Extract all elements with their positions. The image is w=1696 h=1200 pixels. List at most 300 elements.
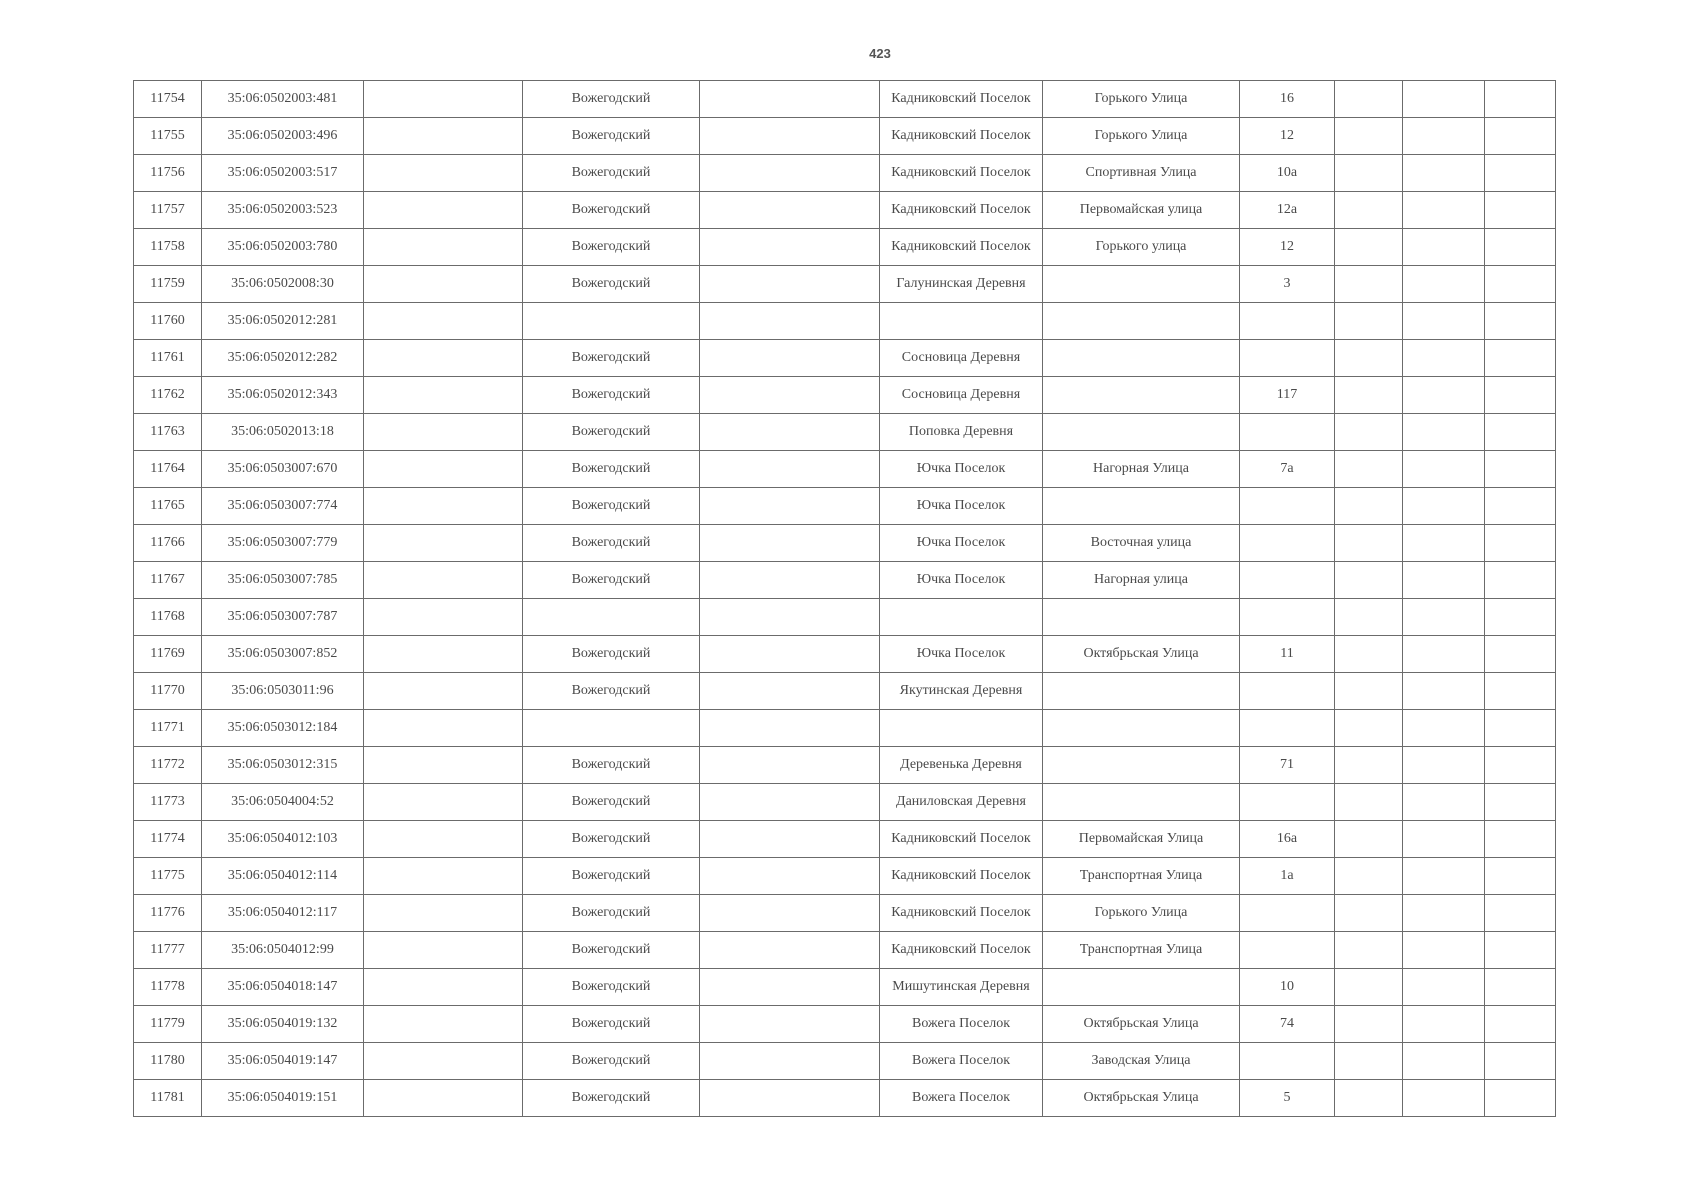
empty-cell — [1403, 1006, 1485, 1043]
district-cell: Вожегодский — [523, 747, 700, 784]
empty-cell — [1485, 1043, 1556, 1080]
street-cell: Горького Улица — [1043, 81, 1240, 118]
locality-cell: Вожега Поселок — [880, 1080, 1043, 1117]
row-number-cell: 11766 — [134, 525, 202, 562]
cadastral-number-cell: 35:06:0504012:99 — [202, 932, 364, 969]
empty-cell — [1403, 451, 1485, 488]
house-number-cell: 16 — [1240, 81, 1335, 118]
street-cell: Заводская Улица — [1043, 1043, 1240, 1080]
row-number-cell: 11755 — [134, 118, 202, 155]
street-cell — [1043, 266, 1240, 303]
empty-cell — [1403, 636, 1485, 673]
empty-cell — [1403, 1043, 1485, 1080]
empty-cell — [1335, 229, 1403, 266]
house-number-cell — [1240, 784, 1335, 821]
empty-cell — [1485, 118, 1556, 155]
cadastral-number-cell: 35:06:0504018:147 — [202, 969, 364, 1006]
empty-cell — [364, 858, 523, 895]
row-number-cell: 11769 — [134, 636, 202, 673]
table-row — [134, 747, 1556, 784]
street-cell — [1043, 747, 1240, 784]
district-cell: Вожегодский — [523, 414, 700, 451]
empty-cell — [364, 599, 523, 636]
house-number-cell: 71 — [1240, 747, 1335, 784]
locality-cell: Поповка Деревня — [880, 414, 1043, 451]
locality-cell: Кадниковский Поселок — [880, 229, 1043, 266]
locality-cell: Ючка Поселок — [880, 451, 1043, 488]
table-row — [134, 303, 1556, 340]
cadastral-number-cell: 35:06:0503007:774 — [202, 488, 364, 525]
empty-cell — [1335, 932, 1403, 969]
district-cell: Вожегодский — [523, 784, 700, 821]
empty-cell — [1403, 710, 1485, 747]
street-cell — [1043, 969, 1240, 1006]
district-cell: Вожегодский — [523, 821, 700, 858]
cadastral-number-cell: 35:06:0502003:517 — [202, 155, 364, 192]
district-cell: Вожегодский — [523, 488, 700, 525]
table-row — [134, 969, 1556, 1006]
locality-cell: Кадниковский Поселок — [880, 932, 1043, 969]
table-row — [134, 784, 1556, 821]
empty-cell — [364, 1006, 523, 1043]
street-cell — [1043, 377, 1240, 414]
table-row — [134, 155, 1556, 192]
empty-cell — [1403, 340, 1485, 377]
house-number-cell — [1240, 303, 1335, 340]
house-number-cell: 5 — [1240, 1080, 1335, 1117]
row-number-cell: 11776 — [134, 895, 202, 932]
empty-cell — [1335, 451, 1403, 488]
empty-cell — [1403, 192, 1485, 229]
row-number-cell: 11759 — [134, 266, 202, 303]
row-number-cell: 11763 — [134, 414, 202, 451]
empty-cell — [1403, 81, 1485, 118]
district-cell: Вожегодский — [523, 673, 700, 710]
street-cell: Горького улица — [1043, 229, 1240, 266]
empty-cell — [364, 525, 523, 562]
page-number: 423 — [869, 46, 891, 61]
house-number-cell — [1240, 488, 1335, 525]
empty-cell — [1485, 932, 1556, 969]
district-cell: Вожегодский — [523, 562, 700, 599]
cadastral-number-cell: 35:06:0503007:670 — [202, 451, 364, 488]
cadastral-number-cell: 35:06:0502003:780 — [202, 229, 364, 266]
row-number-cell: 11780 — [134, 1043, 202, 1080]
locality-cell: Ючка Поселок — [880, 488, 1043, 525]
table-row — [134, 192, 1556, 229]
street-cell: Нагорная улица — [1043, 562, 1240, 599]
locality-cell: Галунинская Деревня — [880, 266, 1043, 303]
row-number-cell: 11778 — [134, 969, 202, 1006]
cadastral-number-cell: 35:06:0504019:132 — [202, 1006, 364, 1043]
empty-cell — [1485, 710, 1556, 747]
locality-cell: Ючка Поселок — [880, 525, 1043, 562]
empty-cell — [1335, 488, 1403, 525]
empty-cell — [364, 266, 523, 303]
table-row — [134, 451, 1556, 488]
cadastral-number-cell: 35:06:0504012:103 — [202, 821, 364, 858]
empty-cell — [700, 340, 880, 377]
empty-cell — [1335, 266, 1403, 303]
empty-cell — [1485, 895, 1556, 932]
empty-cell — [1335, 192, 1403, 229]
table-row — [134, 118, 1556, 155]
table-row — [134, 488, 1556, 525]
row-number-cell: 11779 — [134, 1006, 202, 1043]
empty-cell — [700, 895, 880, 932]
empty-cell — [1485, 451, 1556, 488]
district-cell: Вожегодский — [523, 969, 700, 1006]
empty-cell — [1403, 266, 1485, 303]
empty-cell — [1403, 488, 1485, 525]
row-number-cell: 11777 — [134, 932, 202, 969]
street-cell: Горького Улица — [1043, 118, 1240, 155]
district-cell: Вожегодский — [523, 858, 700, 895]
district-cell: Вожегодский — [523, 155, 700, 192]
locality-cell: Вожега Поселок — [880, 1043, 1043, 1080]
street-cell: Горького Улица — [1043, 895, 1240, 932]
empty-cell — [1335, 1043, 1403, 1080]
empty-cell — [1335, 118, 1403, 155]
empty-cell — [1403, 525, 1485, 562]
house-number-cell: 10а — [1240, 155, 1335, 192]
empty-cell — [1403, 303, 1485, 340]
empty-cell — [700, 192, 880, 229]
empty-cell — [700, 1043, 880, 1080]
locality-cell: Кадниковский Поселок — [880, 821, 1043, 858]
empty-cell — [700, 81, 880, 118]
cadastral-number-cell: 35:06:0502012:343 — [202, 377, 364, 414]
empty-cell — [1485, 266, 1556, 303]
empty-cell — [1335, 81, 1403, 118]
locality-cell: Мишутинская Деревня — [880, 969, 1043, 1006]
empty-cell — [1485, 303, 1556, 340]
house-number-cell — [1240, 895, 1335, 932]
table-row — [134, 673, 1556, 710]
street-cell: Октябрьская Улица — [1043, 1080, 1240, 1117]
empty-cell — [1403, 858, 1485, 895]
table-row — [134, 821, 1556, 858]
table-row — [134, 932, 1556, 969]
table-row — [134, 562, 1556, 599]
empty-cell — [1335, 414, 1403, 451]
locality-cell: Кадниковский Поселок — [880, 192, 1043, 229]
empty-cell — [1485, 1080, 1556, 1117]
empty-cell — [700, 229, 880, 266]
house-number-cell: 7а — [1240, 451, 1335, 488]
empty-cell — [1485, 377, 1556, 414]
table-row — [134, 414, 1556, 451]
empty-cell — [1403, 821, 1485, 858]
cadastral-number-cell: 35:06:0503007:787 — [202, 599, 364, 636]
empty-cell — [1403, 155, 1485, 192]
cadastral-number-cell: 35:06:0504012:114 — [202, 858, 364, 895]
house-number-cell — [1240, 599, 1335, 636]
empty-cell — [700, 710, 880, 747]
house-number-cell: 10 — [1240, 969, 1335, 1006]
empty-cell — [364, 451, 523, 488]
row-number-cell: 11754 — [134, 81, 202, 118]
cadastral-number-cell: 35:06:0504004:52 — [202, 784, 364, 821]
empty-cell — [364, 747, 523, 784]
empty-cell — [1485, 562, 1556, 599]
empty-cell — [1485, 599, 1556, 636]
empty-cell — [364, 303, 523, 340]
empty-cell — [1485, 784, 1556, 821]
district-cell — [523, 710, 700, 747]
locality-cell: Ючка Поселок — [880, 636, 1043, 673]
house-number-cell — [1240, 562, 1335, 599]
empty-cell — [1335, 895, 1403, 932]
empty-cell — [1485, 81, 1556, 118]
row-number-cell: 11772 — [134, 747, 202, 784]
house-number-cell — [1240, 1043, 1335, 1080]
table-row — [134, 81, 1556, 118]
empty-cell — [364, 81, 523, 118]
house-number-cell: 12а — [1240, 192, 1335, 229]
empty-cell — [1335, 673, 1403, 710]
locality-cell: Кадниковский Поселок — [880, 858, 1043, 895]
register-table — [133, 80, 1556, 1117]
empty-cell — [1335, 710, 1403, 747]
table-row — [134, 636, 1556, 673]
locality-cell — [880, 303, 1043, 340]
house-number-cell — [1240, 932, 1335, 969]
empty-cell — [1485, 414, 1556, 451]
empty-cell — [1335, 784, 1403, 821]
house-number-cell: 3 — [1240, 266, 1335, 303]
empty-cell — [1335, 858, 1403, 895]
empty-cell — [700, 451, 880, 488]
locality-cell: Сосновица Деревня — [880, 340, 1043, 377]
empty-cell — [700, 821, 880, 858]
empty-cell — [1485, 747, 1556, 784]
empty-cell — [364, 229, 523, 266]
cadastral-number-cell: 35:06:0503007:852 — [202, 636, 364, 673]
empty-cell — [364, 673, 523, 710]
district-cell: Вожегодский — [523, 1080, 700, 1117]
street-cell: Октябрьская Улица — [1043, 636, 1240, 673]
empty-cell — [1335, 747, 1403, 784]
house-number-cell: 11 — [1240, 636, 1335, 673]
table-row — [134, 1006, 1556, 1043]
empty-cell — [1335, 969, 1403, 1006]
empty-cell — [700, 414, 880, 451]
district-cell — [523, 303, 700, 340]
empty-cell — [364, 1080, 523, 1117]
empty-cell — [700, 784, 880, 821]
empty-cell — [700, 266, 880, 303]
cadastral-number-cell: 35:06:0504019:147 — [202, 1043, 364, 1080]
locality-cell: Ючка Поселок — [880, 562, 1043, 599]
empty-cell — [1403, 377, 1485, 414]
empty-cell — [1403, 414, 1485, 451]
empty-cell — [1335, 340, 1403, 377]
empty-cell — [1403, 118, 1485, 155]
table-row — [134, 858, 1556, 895]
table-row — [134, 1043, 1556, 1080]
district-cell: Вожегодский — [523, 451, 700, 488]
house-number-cell — [1240, 525, 1335, 562]
empty-cell — [1485, 488, 1556, 525]
empty-cell — [1403, 932, 1485, 969]
cadastral-number-cell: 35:06:0502012:281 — [202, 303, 364, 340]
empty-cell — [1403, 895, 1485, 932]
empty-cell — [700, 969, 880, 1006]
empty-cell — [700, 488, 880, 525]
table-row — [134, 340, 1556, 377]
empty-cell — [1335, 636, 1403, 673]
empty-cell — [1485, 340, 1556, 377]
locality-cell: Кадниковский Поселок — [880, 81, 1043, 118]
locality-cell: Кадниковский Поселок — [880, 118, 1043, 155]
row-number-cell: 11762 — [134, 377, 202, 414]
cadastral-number-cell: 35:06:0502012:282 — [202, 340, 364, 377]
empty-cell — [1485, 858, 1556, 895]
street-cell — [1043, 340, 1240, 377]
empty-cell — [1335, 1080, 1403, 1117]
district-cell: Вожегодский — [523, 81, 700, 118]
table-row — [134, 599, 1556, 636]
empty-cell — [364, 118, 523, 155]
row-number-cell: 11764 — [134, 451, 202, 488]
empty-cell — [1485, 673, 1556, 710]
empty-cell — [1335, 377, 1403, 414]
empty-cell — [1403, 562, 1485, 599]
row-number-cell: 11767 — [134, 562, 202, 599]
empty-cell — [1403, 229, 1485, 266]
locality-cell: Кадниковский Поселок — [880, 155, 1043, 192]
row-number-cell: 11761 — [134, 340, 202, 377]
empty-cell — [364, 414, 523, 451]
cadastral-number-cell: 35:06:0503011:96 — [202, 673, 364, 710]
table-row — [134, 1080, 1556, 1117]
empty-cell — [700, 118, 880, 155]
street-cell — [1043, 414, 1240, 451]
district-cell: Вожегодский — [523, 229, 700, 266]
empty-cell — [700, 525, 880, 562]
locality-cell — [880, 599, 1043, 636]
empty-cell — [700, 636, 880, 673]
row-number-cell: 11770 — [134, 673, 202, 710]
row-number-cell: 11757 — [134, 192, 202, 229]
house-number-cell: 74 — [1240, 1006, 1335, 1043]
locality-cell: Сосновица Деревня — [880, 377, 1043, 414]
street-cell: Спортивная Улица — [1043, 155, 1240, 192]
table-row — [134, 266, 1556, 303]
empty-cell — [364, 1043, 523, 1080]
street-cell: Транспортная Улица — [1043, 858, 1240, 895]
empty-cell — [1485, 821, 1556, 858]
house-number-cell: 16а — [1240, 821, 1335, 858]
table-row — [134, 229, 1556, 266]
empty-cell — [364, 488, 523, 525]
empty-cell — [700, 1006, 880, 1043]
house-number-cell — [1240, 710, 1335, 747]
empty-cell — [700, 932, 880, 969]
cadastral-number-cell: 35:06:0502003:523 — [202, 192, 364, 229]
empty-cell — [364, 710, 523, 747]
street-cell — [1043, 710, 1240, 747]
cadastral-number-cell: 35:06:0503012:315 — [202, 747, 364, 784]
table-row — [134, 710, 1556, 747]
street-cell: Первомайская Улица — [1043, 821, 1240, 858]
house-number-cell — [1240, 673, 1335, 710]
house-number-cell: 1а — [1240, 858, 1335, 895]
row-number-cell: 11773 — [134, 784, 202, 821]
district-cell: Вожегодский — [523, 932, 700, 969]
empty-cell — [1335, 525, 1403, 562]
empty-cell — [1335, 821, 1403, 858]
empty-cell — [1485, 1006, 1556, 1043]
district-cell — [523, 599, 700, 636]
row-number-cell: 11775 — [134, 858, 202, 895]
district-cell: Вожегодский — [523, 1043, 700, 1080]
empty-cell — [700, 599, 880, 636]
empty-cell — [364, 969, 523, 1006]
empty-cell — [1335, 1006, 1403, 1043]
cadastral-number-cell: 35:06:0503007:779 — [202, 525, 364, 562]
district-cell: Вожегодский — [523, 377, 700, 414]
locality-cell: Якутинская Деревня — [880, 673, 1043, 710]
cadastral-number-cell: 35:06:0502013:18 — [202, 414, 364, 451]
row-number-cell: 11765 — [134, 488, 202, 525]
empty-cell — [700, 858, 880, 895]
empty-cell — [364, 895, 523, 932]
street-cell: Транспортная Улица — [1043, 932, 1240, 969]
empty-cell — [700, 562, 880, 599]
table-row — [134, 377, 1556, 414]
locality-cell: Кадниковский Поселок — [880, 895, 1043, 932]
locality-cell — [880, 710, 1043, 747]
empty-cell — [364, 636, 523, 673]
empty-cell — [364, 562, 523, 599]
locality-cell: Вожега Поселок — [880, 1006, 1043, 1043]
district-cell: Вожегодский — [523, 1006, 700, 1043]
empty-cell — [1335, 155, 1403, 192]
empty-cell — [1403, 599, 1485, 636]
street-cell — [1043, 303, 1240, 340]
empty-cell — [364, 784, 523, 821]
row-number-cell: 11781 — [134, 1080, 202, 1117]
cadastral-number-cell: 35:06:0502003:481 — [202, 81, 364, 118]
house-number-cell: 12 — [1240, 118, 1335, 155]
empty-cell — [1403, 784, 1485, 821]
district-cell: Вожегодский — [523, 118, 700, 155]
house-number-cell: 12 — [1240, 229, 1335, 266]
cadastral-number-cell: 35:06:0502003:496 — [202, 118, 364, 155]
empty-cell — [700, 673, 880, 710]
locality-cell: Даниловская Деревня — [880, 784, 1043, 821]
street-cell — [1043, 784, 1240, 821]
empty-cell — [700, 377, 880, 414]
empty-cell — [1485, 229, 1556, 266]
cadastral-number-cell: 35:06:0504019:151 — [202, 1080, 364, 1117]
street-cell — [1043, 599, 1240, 636]
empty-cell — [364, 377, 523, 414]
row-number-cell: 11760 — [134, 303, 202, 340]
empty-cell — [1485, 525, 1556, 562]
empty-cell — [1403, 1080, 1485, 1117]
district-cell: Вожегодский — [523, 340, 700, 377]
cadastral-number-cell: 35:06:0503007:785 — [202, 562, 364, 599]
street-cell — [1043, 673, 1240, 710]
empty-cell — [1403, 747, 1485, 784]
cadastral-number-cell: 35:06:0502008:30 — [202, 266, 364, 303]
empty-cell — [1485, 636, 1556, 673]
district-cell: Вожегодский — [523, 895, 700, 932]
empty-cell — [364, 192, 523, 229]
